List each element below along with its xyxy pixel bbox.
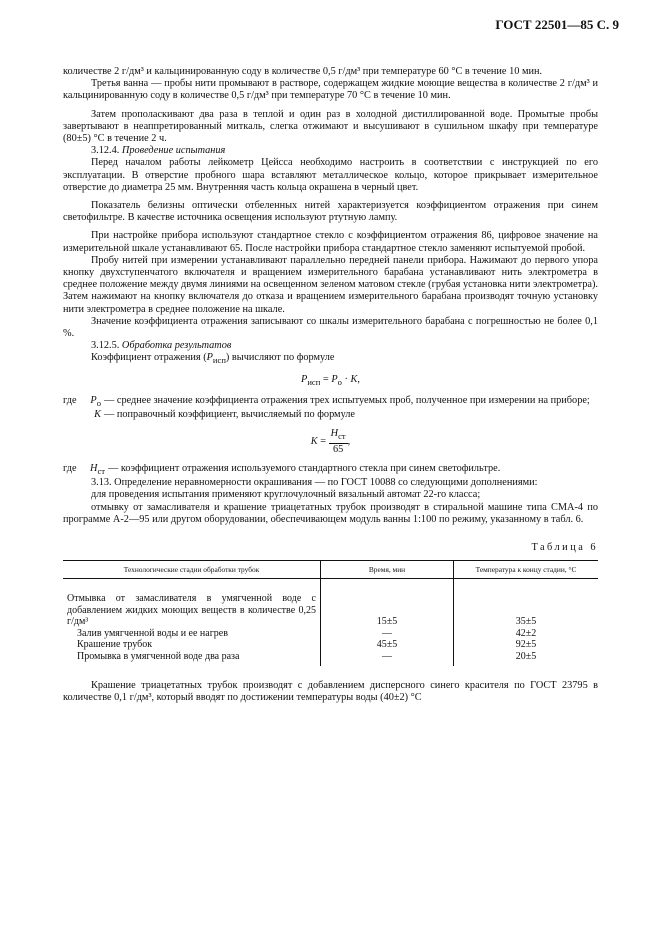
paragraph: количестве 2 г/дм³ и кальцинированную соду в количестве 0,5 г/дм³ при температуре 60 °С в течение 10 мин. <box>63 66 543 77</box>
table-cell: Промывка в умягченной воде два раза <box>77 650 240 662</box>
section-heading-3-12-5 <box>63 340 598 352</box>
table-cell: 20±5 <box>454 651 599 667</box>
table-header-cell: Технологические стадии обработки трубок <box>123 565 260 575</box>
paragraph: Затем прополаскивают два раза в теплой и один раз в холодной дистиллированной воде. Промытые пробы завертывают в неаппретированный миткаль, слегка отжимают и высушивают в сушильном шкафу при температуре (80±5) °С в течение 2 ч. <box>63 108 598 145</box>
table-cell: 92±5 <box>454 639 599 651</box>
paragraph: Коэффициент отражения $(P_{исп})$ вычисляют по формуле <box>91 352 335 366</box>
document-body <box>63 66 598 705</box>
paragraph: Пробу нитей при измерении устанавливают параллельно передней панели прибора. Нажимают до первого упора кнопку двухступенчатого включателя и вращением измерительного барабана устанавливают нить электрометра в среднее положение между двумя линиями на освещенном зеленом матовом стекле (грубая установка нити электрометра). Затем нажимают на кнопку включателя до отказа и вращением измерительного барабана производят точную установку нити электрометра в среднее положение на шкале. <box>63 254 598 315</box>
table-cell: 35±5 <box>454 579 599 628</box>
paragraph: 3.13. Определение неравномерности окрашивания — по ГОСТ 10088 со следующими дополнениями: <box>91 477 538 489</box>
section-number: 3.12.5. <box>91 340 120 352</box>
table-header-cell: Время, мин <box>321 561 454 579</box>
paragraph: При настройке прибора используют стандартное стекло с коэффициентом отражения 86, цифровое значение на измерительной шкале устанавливают 65. После настройки прибора стандартное стекло заменяют испытуемой пробой. <box>63 230 598 254</box>
paragraph: Показатель белизны оптически отбеленных нитей характеризуется коэффициентом отражения при синем светофильтре. В качестве источника освещения используют ртутную лампу. <box>63 200 598 224</box>
paragraph: Значение коэффициента отражения записывают со шкалы измерительного барабана с погрешностью не более 0,1 %. <box>63 315 598 340</box>
paragraph: Третья ванна — пробы нити промывают в растворе, содержащем жидкие моющие вещества в количестве 2 г/дм³ и кальцинированную соду в количестве 0,5 г/дм³ при температуре 70 °С в течение 10 мин. <box>63 78 598 102</box>
paragraph: для проведения испытания применяют круглочулочный вязальный автомат 22-го класса; <box>91 489 481 501</box>
section-number: 3.12.4. <box>91 145 120 157</box>
page-header: ГОСТ 22501—85 С. 9 <box>495 17 619 32</box>
paragraph: отмывку от замасливателя и крашение триацетатных трубок производят в стиральной машине типа СМА-4 по программе А-2—95 или другом оборудовании, обеспечивающем модуль ванны 1:100 по режиму, указанному в табл. 6. <box>63 501 598 525</box>
formula-k: K = $H_{ст}$ 65 , <box>310 428 351 455</box>
table-cell: — <box>321 628 454 640</box>
table-cell: Залив умягченной воды и ее нагрев <box>77 627 228 639</box>
definition-po: где $P_о$ — среднее значение коэффициента отражения трех испытуемых проб, полученное при измерении на приборе; <box>63 394 590 409</box>
table-header-cell: Температура к концу стадии, °С <box>454 561 599 579</box>
table-header-row <box>63 561 598 579</box>
table-row <box>63 639 598 651</box>
process-table <box>63 560 598 666</box>
table-row <box>63 651 598 667</box>
paragraph: Крашение триацетатных трубок производят с добавлением дисперсного синего красителя по ГОСТ 23795 в количестве 0,1 г/дм³, который вводят по достижении температуры воды (40±2) °С <box>63 680 598 704</box>
table-cell: Отмывка от замасливателя в умягченной воде с добавлением жидких моющих веществ в количестве 0,25 г/дм³ <box>67 593 316 628</box>
table-cell: 45±5 <box>321 639 454 651</box>
definition-k: K — поправочный коэффициент, вычисляемый по формуле <box>94 409 355 421</box>
table-row <box>63 579 598 628</box>
section-title: Проведение испытания <box>121 145 226 157</box>
fraction: $H_{ст}$ 65 <box>330 428 346 455</box>
definition-hst: где $H_{ст}$ — коэффициент отражения используемого стандартного стекла при синем светофильтре. <box>63 462 501 476</box>
table-cell: 15±5 <box>321 579 454 628</box>
table-row <box>63 628 598 640</box>
section-heading-3-12-4 <box>63 145 598 157</box>
table-cell: Крашение трубок <box>77 639 153 651</box>
paragraph: Перед началом работы лейкометр Цейсса необходимо настроить в соответствии с инструкцией по его эксплуатации. В отверстие пробного шара вставляют металлическое кольцо, которое прикрывает измерительное отверстие до диаметра 25 мм. Внутренняя часть кольца окрашена в черный цвет. <box>63 157 598 193</box>
section-title: Обработка результатов <box>121 340 232 352</box>
formula-reflection: $P_{исп} = P_о \cdot K$, <box>301 373 360 387</box>
table-cell: — <box>321 651 454 667</box>
table-cell: 42±2 <box>454 628 599 640</box>
table-caption: Таблица 6 <box>531 541 598 553</box>
